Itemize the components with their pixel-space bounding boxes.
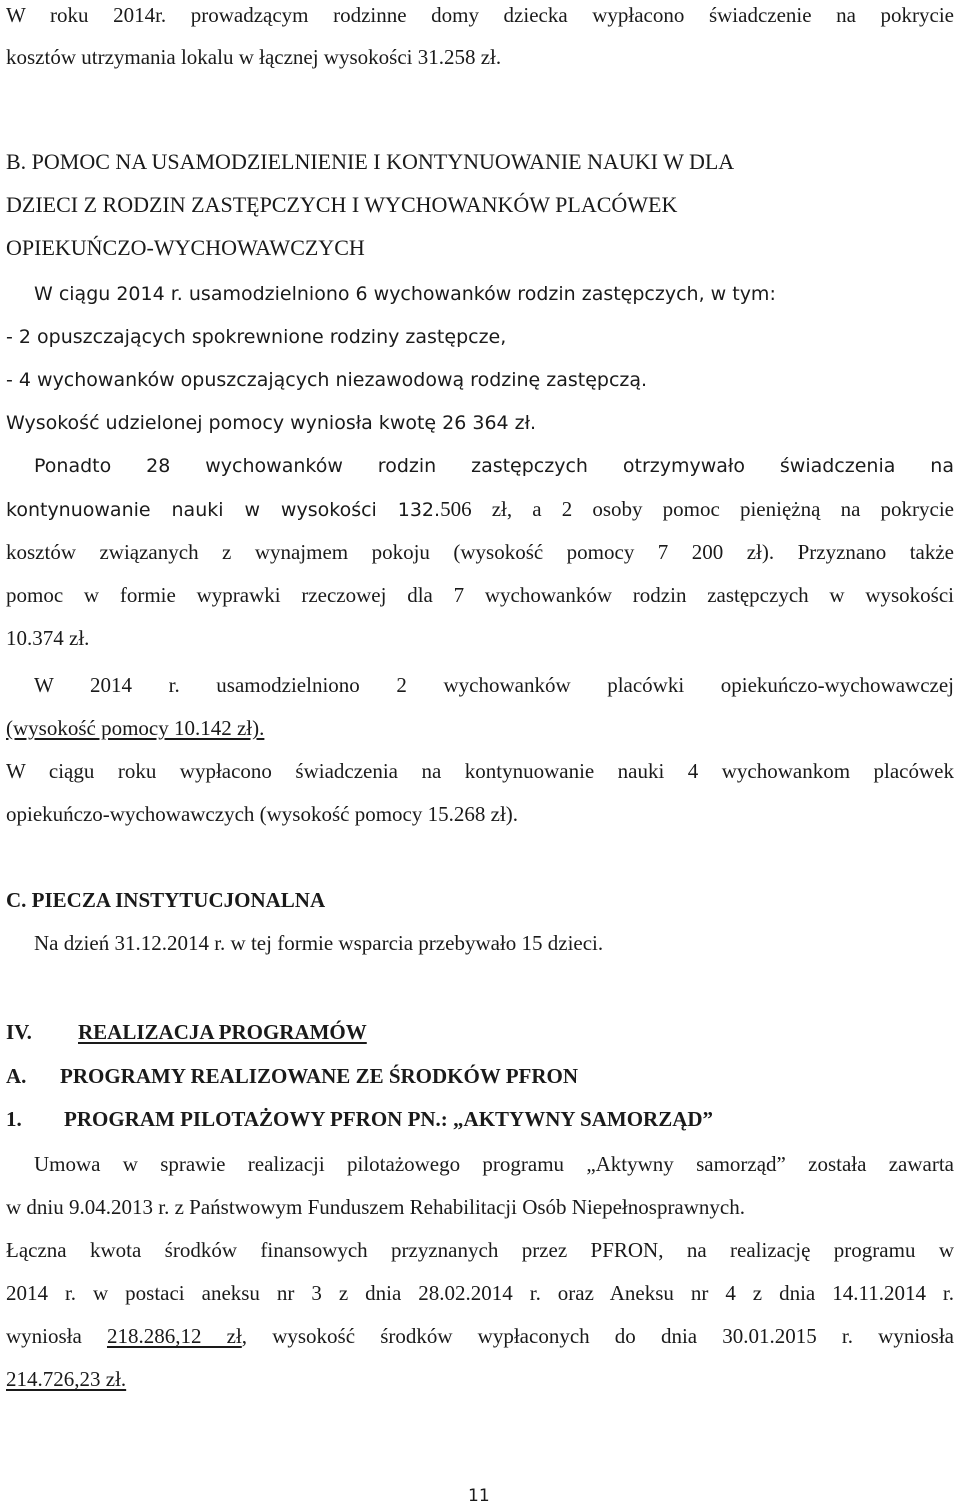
subsection-a-title: PROGRAMY REALIZOWANE ZE ŚRODKÓW PFRON: [60, 1064, 579, 1088]
section-c-paragraph: Na dzień 31.12.2014 r. w tej formie wsparcia przebywało 15 dzieci.: [34, 931, 604, 955]
section-b-paragraph-2-line-2: [6, 496, 954, 523]
section-b-heading-line-1: B. POMOC NA USAMODZIELNIENIE I KONTYNUOWANIE NAUKI W DLA: [6, 149, 735, 174]
section-b-paragraph-2-line-1: Ponadto 28 wychowanków rodzin zastępczych otrzymywało świadczenia na: [34, 455, 954, 477]
section-b-amount-line: Wysokość udzielonej pomocy wyniosła kwotę 26 364 zł.: [6, 412, 537, 434]
subsection-1-number: 1.: [6, 1107, 22, 1131]
section-iv-paragraph-2-line-3: [6, 1323, 954, 1349]
section-b-paragraph-2-line-3: kosztów związanych z wynajmem pokoju (wysokość pomocy 7 200 zł). Przyznano także: [6, 540, 954, 564]
section-b-paragraph-4-line-1: W ciągu roku wypłacono świadczenia na kontynuowanie nauki 4 wychowankom placówek: [6, 759, 954, 783]
section-iv-paragraph-1-line-1: Umowa w sprawie realizacji pilotażowego programu „Aktywny samorząd” została zawarta: [34, 1152, 954, 1176]
section-b-paragraph-2-serif-part: 506 zł, a 2 osoby pomoc pieniężną na pokrycie: [440, 497, 955, 521]
page-number: 11: [468, 1486, 490, 1506]
section-iv-amount-suffix: , wysokość środków wypłaconych do dnia 30.01.2015 r. wyniosła: [241, 1324, 954, 1348]
section-b-bullet-2: - 4 wychowanków opuszczających niezawodową rodzinę zastępczą.: [6, 369, 648, 391]
section-iv-amount-granted: 218.286,12 zł: [106, 1324, 242, 1348]
section-b-bullet-1: - 2 opuszczających spokrewnione rodziny zastępcze,: [6, 326, 507, 348]
section-b-paragraph-2-line-5: 10.374 zł.: [6, 626, 90, 650]
subsection-1-title: PROGRAM PILOTAŻOWY PFRON PN.: „AKTYWNY SAMORZĄD”: [64, 1107, 714, 1131]
section-b-heading-line-3: OPIEKUŃCZO-WYCHOWAWCZYCH: [6, 235, 365, 260]
section-b-paragraph-1: W ciągu 2014 r. usamodzielniono 6 wychowanków rodzin zastępczych, w tym:: [34, 283, 776, 305]
section-iv-paragraph-2-line-1: Łączna kwota środków finansowych przyznanych przez PFRON, na realizację programu w: [6, 1238, 954, 1262]
section-c-heading: C. PIECZA INSTYTUCJONALNA: [6, 888, 326, 912]
section-iv-paragraph-2-line-2: 2014 r. w postaci aneksu nr 3 z dnia 28.02.2014 r. oraz Aneksu nr 4 z dnia 14.11.2014 r.: [6, 1281, 954, 1305]
section-iv-number: IV.: [6, 1020, 32, 1044]
section-iv-amount-prefix: wyniosła: [6, 1324, 107, 1348]
section-b-paragraph-2-line-4: pomoc w formie wyprawki rzeczowej dla 7 wychowanków rodzin zastępczych w wysokości: [6, 583, 954, 607]
subsection-a-number: A.: [6, 1064, 27, 1088]
section-b-heading-line-2: DZIECI Z RODZIN ZASTĘPCZYCH I WYCHOWANKÓW PLACÓWEK: [6, 192, 678, 217]
section-b-paragraph-2-sans-part: kontynuowanie nauki w wysokości 132.: [6, 499, 441, 521]
intro-line-2: kosztów utrzymania lokalu w łącznej wysokości 31.258 zł.: [6, 45, 502, 69]
intro-line-1: W roku 2014r. prowadzącym rodzinne domy dziecka wypłacono świadczenie na pokrycie: [6, 3, 954, 27]
section-iv-paragraph-1-line-2: w dniu 9.04.2013 r. z Państwowym Funduszem Rehabilitacji Osób Niepełnosprawnych.: [6, 1195, 745, 1219]
section-iv-title: REALIZACJA PROGRAMÓW: [78, 1020, 367, 1044]
section-b-paragraph-4-line-2: opiekuńczo-wychowawczych (wysokość pomocy 15.268 zł).: [6, 802, 519, 826]
section-iv-amount-paid: 214.726,23 zł.: [6, 1367, 127, 1391]
section-b-paragraph-3-line-1: W 2014 r. usamodzielniono 2 wychowanków placówki opiekuńczo-wychowawczej: [34, 673, 954, 697]
section-b-paragraph-3-line-2: (wysokość pomocy 10.142 zł).: [6, 716, 265, 740]
